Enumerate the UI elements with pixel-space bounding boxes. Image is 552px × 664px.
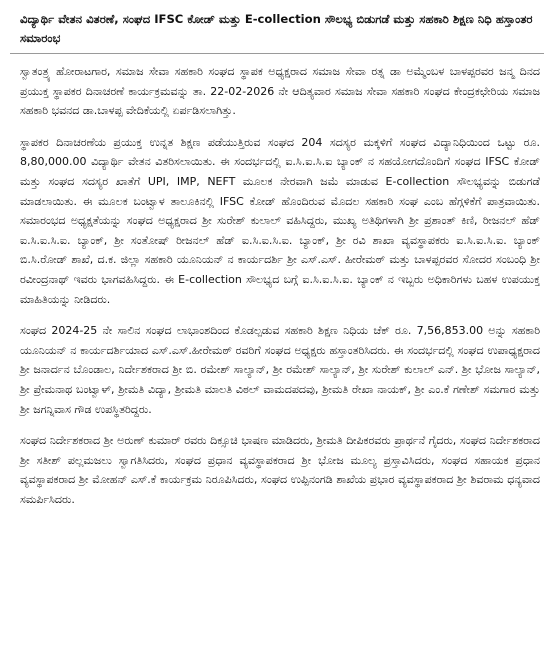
paragraph-scholarship-ifsc: ಸ್ಥಾಪಕರ ದಿನಾಚರಣೆಯ ಪ್ರಯುಕ್ತ ಉನ್ನತ ಶಿಕ್ಷಣ ಪಡೆಯುತ್ತಿರುವ ಸಂಘದ 204 ಸದಸ್ಯರ ಮಕ್ಕಳಿಗೆ ಸಂಘದ ವಿದ್ಯಾನಿಧಿಯಿಂದ ಒಟ್ಟು ರೂ. 8,80,000.00 ವಿದ್ಯಾರ್ಥಿ ವೇತನ ವಿತರಿಸಲಾಯಿತು. ಈ ಸಂದರ್ಭದಲ್ಲಿ ಐ.ಸಿ.ಐ.ಸಿ.ಐ ಬ್ಯಾಂಕ್ ನ ಸಹಯೋಗದೊಂದಿಗೆ ಸಂಘದ IFSC ಕೋಡ್ ಮತ್ತು ಸಂಘದ ಸದಸ್ಯರ ಖಾತೆಗೆ UPI, IMP, NEFT ಮೂಲಕ ನೇರವಾಗಿ ಜಮೆ ಮಾಡುವ E-collection ಸೌಲಭ್ಯವನ್ನು ಬಿಡುಗಡೆ ಮಾಡಲಾಯಿತು. ಈ ಮೂಲಕ ಬಂಟ್ವಾಳ ತಾಲೂಕಿನಲ್ಲಿ IFSC ಕೋಡ್ ಹೊಂದಿರುವ ಮೊದಲ ಸಹಕಾರಿ ಸಂಘ ಎಂಬ ಹೆಗ್ಗಳಿಕೆಗೆ ಪಾತ್ರವಾಯಿತು. ಸಮಾರಂಭದ ಅಧ್ಯಕ್ಷತೆಯನ್ನು ಸಂಘದ ಅಧ್ಯಕ್ಷರಾದ ಶ್ರೀ ಸುರೇಶ್ ಕುಲಾಲ್ ವಹಿಸಿದ್ದರು, ಮುಖ್ಯ ಅತಿಥಿಗಳಾಗಿ ಶ್ರೀ ಪ್ರಶಾಂತ್ ಕಿಣಿ, ರೀಜನಲ್ ಹೆಡ್ ಐ.ಸಿ.ಐ.ಸಿ.ಐ. ಬ್ಯಾಂಕ್, ಶ್ರೀ ಸಂತೋಷ್ ರೀಜನಲ್ ಹೆಡ್ ಐ.ಸಿ.ಐ.ಸಿ.ಐ. ಬ್ಯಾಂಕ್, ಶ್ರೀ ರವಿ ಶಾಖಾ ವ್ಯವಸ್ಥಾಪಕರು ಐ.ಸಿ.ಐ.ಸಿ.ಐ. ಬ್ಯಾಂಕ್ ಬಿ.ಸಿ.ರೋಡ್ ಶಾಖೆ, ದ.ಕ. ಜಿಲ್ಲಾ ಸಹಕಾರಿ ಯೂನಿಯನ್ ನ ಕಾರ್ಯದರ್ಶಿ ಶ್ರೀ ಎಸ್.ಎಸ್. ಹೀರೇಮಠ್ ಮತ್ತು ಬಾಳಪ್ಪರವರ ಸೋದರ ಸಂಬಂಧಿ ಶ್ರೀ ರವೀಂದ್ರನಾಥ್ ಇವರು ಭಾಗವಹಿಸಿದ್ದರು. ಈ E-collection ಸೌಲಭ್ಯದ ಬಗ್ಗೆ ಐ.ಸಿ.ಐ.ಸಿ.ಐ. ಬ್ಯಾಂಕ್ ನ ಇಬ್ಬರು ಅಧಿಕಾರಿಗಳು ಬಹಳ ಉಪಯುಕ್ತ ಮಾಹಿತಿಯನ್ನು ನೀಡಿದರು. <box>20 135 540 306</box>
paragraph-education-fund: ಸಂಘದ 2024-25 ನೇ ಸಾಲಿನ ಸಂಘದ ಲಾಭಾಂಶದಿಂದ ಕೊಡಲ್ಪಡುವ ಸಹಕಾರಿ ಶಿಕ್ಷಣ ನಿಧಿಯ ಚೆಕ್ ರೂ. 7,56,853.00 ಅನ್ನು ಸಹಕಾರಿ ಯೂನಿಯನ್ ನ ಕಾರ್ಯದರ್ಶಿಯಾದ ಎಸ್.ಎಸ್.ಹೀರೇಮಠ್ ರವರಿಗೆ ಸಂಘದ ಅಧ್ಯಕ್ಷರು ಹಸ್ತಾಂತರಿಸಿದರು. ಈ ಸಂದರ್ಭದಲ್ಲಿ ಸಂಘದ ಉಪಾಧ್ಯಕ್ಷರಾದ ಶ್ರೀ ಜನಾರ್ದನ ಬೊಂಡಾಲ, ನಿರ್ದೇಶಕರಾದ ಶ್ರೀ ಬಿ. ರಮೇಶ್ ಸಾಲ್ಯಾನ್, ಶ್ರೀ ರಮೇಶ್ ಸಾಲ್ಯಾನ್, ಶ್ರೀ ಸುರೇಶ್ ಕುಲಾಲ್ ಎನ್. ಶ್ರೀ ಭೋಜ ಸಾಲ್ಯಾನ್, ಶ್ರೀ ಪ್ರೇಮನಾಥ ಬಂಟ್ವಾಳ್, ಶ್ರೀಮತಿ ವಿದ್ಯಾ, ಶ್ರೀಮತಿ ಮಾಲತಿ ವಿಠಲ್ ವಾಮದಪದವು, ಶ್ರೀಮತಿ ರೇಖಾ ನಾಯಕ್, ಶ್ರೀ ಎಂ.ಕೆ ಗಣೇಶ್ ಸಮಗಾರ ಮತ್ತು ಶ್ರೀ ಜಗನ್ನಿವಾಸ ಗೌಡ ಉಪಸ್ಥಿತರಿದ್ದರು. <box>20 324 540 416</box>
title-divider <box>10 53 544 54</box>
paragraph-program-credits: ಸಂಘದ ನಿರ್ದೇಶಕರಾದ ಶ್ರೀ ಅರುಣ್ ಕುಮಾರ್ ರವರು ದಿಕ್ಸೂಚಿ ಭಾಷಣ ಮಾಡಿದರು, ಶ್ರೀಮತಿ ದೀಪಿಕರವರು ಪ್ರಾರ್ಥನೆ ಗೈದರು, ಸಂಘದ ನಿರ್ದೇಶಕರಾದ ಶ್ರೀ ಸತೀಶ್ ಪಲ್ಲಮಜಲು ಸ್ವಾಗತಿಸಿದರು, ಸಂಘದ ಪ್ರಧಾನ ವ್ಯವಸ್ಥಾಪಕರಾದ ಶ್ರೀ ಭೋಜ ಮೂಲ್ಯ ಪ್ರಸ್ತಾವಿಸಿದರು, ಸಂಘದ ಸಹಾಯಕ ಪ್ರಧಾನ ವ್ಯವಸ್ಥಾಪಕರಾದ ಶ್ರೀ ಮೋಹನ್ ಎಸ್.ಕೆ ಕಾರ್ಯಕ್ರಮ ನಿರೂಪಿಸಿದರು, ಸಂಘದ ಉಪ್ಪಿನಂಗಡಿ ಶಾಖೆಯ ಪ್ರಭಾರ ವ್ಯವಸ್ಥಾಪಕರಾದ ಶ್ರೀ ಶಿವರಾಮ ಧನ್ಯವಾದ ಸಮರ್ಪಿಸಿದರು. <box>20 434 540 506</box>
document-body <box>6 62 546 521</box>
paragraph-intro: ಸ್ವಾತಂತ್ರ್ಯ ಹೋರಾಟಗಾರ, ಸಮಾಜ ಸೇವಾ ಸಹಕಾರಿ ಸಂಘದ ಸ್ಥಾಪಕ ಅಧ್ಯಕ್ಷರಾದ ಸಮಾಜ ಸೇವಾ ರತ್ನ ಡಾ ಅಮ್ಮೆಂಬಳ ಬಾಳಪ್ಪರವರ ಜನ್ಮ ದಿನದ ಪ್ರಯುಕ್ತ ಸ್ಥಾಪಕರ ದಿನಾಚರಣೆ ಕಾರ್ಯಕ್ರಮವನ್ನು ತಾ. 22-02-2026 ನೇ ಆದಿತ್ಯವಾರ ಸಮಾಜ ಸೇವಾ ಸಹಕಾರಿ ಸಂಘದ ಕೇಂದ್ರಕಛೇರಿಯ ಸಮಾಜ ಸಹಕಾರಿ ಭವನದ ಡಾ.ಬಾಳಪ್ಪ ವೇದಿಕೆಯಲ್ಲಿ ಏರ್ಪಡಿಸಲಾಗಿತ್ತು. <box>20 65 540 118</box>
document-title: ವಿದ್ಯಾರ್ಥಿ ವೇತನ ವಿತರಣೆ, ಸಂಘದ IFSC ಕೋಡ್ ಮತ್ತು E-collection ಸೌಲಭ್ಯ ಬಿಡುಗಡೆ ಮತ್ತು ಸಹಕಾರಿ ಶಿಕ್ಷಣ ನಿಧಿ ಹಸ್ತಾಂತರ ಸಮಾರಂಭ <box>20 12 533 45</box>
document-page <box>6 4 546 656</box>
